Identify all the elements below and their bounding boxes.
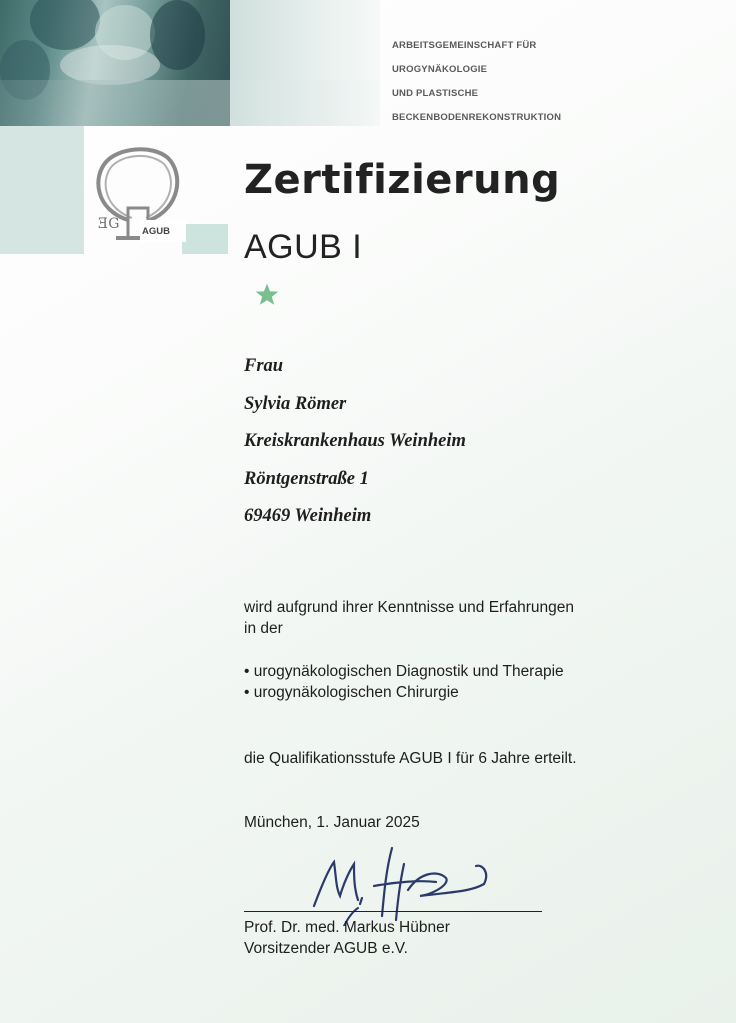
recipient-institution: Kreiskrankenhaus Weinheim [244, 431, 466, 451]
recipient-salutation: Frau [244, 356, 284, 376]
place-date [244, 812, 420, 833]
place-date-line: München, 1. Januar 2025 [244, 814, 420, 831]
list-item: • urogynäkologischen Chirurgie [244, 684, 459, 701]
qualification-list [244, 661, 564, 703]
conclusion-line: die Qualifikationsstufe AGUB I für 6 Jahre erteilt. [244, 750, 577, 767]
agub-logo [88, 138, 192, 248]
intro-line-1: wird aufgrund ihrer Kenntnisse und Erfahrungen [244, 599, 575, 616]
recipient-name: Sylvia Römer [244, 393, 347, 414]
signature-line [244, 911, 542, 912]
recipient-address [244, 352, 466, 540]
org-line-2: UROGYNÄKOLOGIE [392, 64, 488, 75]
signatory-role: Vorsitzender AGUB e.V. [244, 940, 408, 957]
certificate-level: AGUB I [244, 228, 363, 266]
handwritten-signature [300, 842, 510, 926]
header-band-lower [0, 80, 380, 126]
list-item: • urogynäkologischen Diagnostik und Therapie [244, 663, 564, 680]
signatory-name: Prof. Dr. med. Markus Hübner [244, 919, 450, 936]
conclusion-text [244, 748, 577, 769]
logo-monogram: ƎG [98, 216, 120, 232]
star-icon [254, 282, 280, 308]
recipient-street: Röntgenstraße 1 [244, 468, 369, 489]
mint-block-left [0, 126, 84, 254]
org-line-4: BECKENBODENREKONSTRUKTION [392, 112, 562, 123]
org-line-1: ARBEITSGEMEINSCHAFT FÜR [392, 40, 537, 51]
intro-text [244, 597, 574, 639]
org-line-3: UND PLASTISCHE [392, 88, 479, 99]
logo-text: AGUB [142, 226, 170, 237]
signatory-block [244, 917, 450, 959]
recipient-city: 69469 Weinheim [244, 506, 372, 526]
organization-name [392, 34, 561, 130]
certificate-title: Zertifizierung [244, 157, 561, 203]
intro-line-2: in der [244, 620, 283, 637]
